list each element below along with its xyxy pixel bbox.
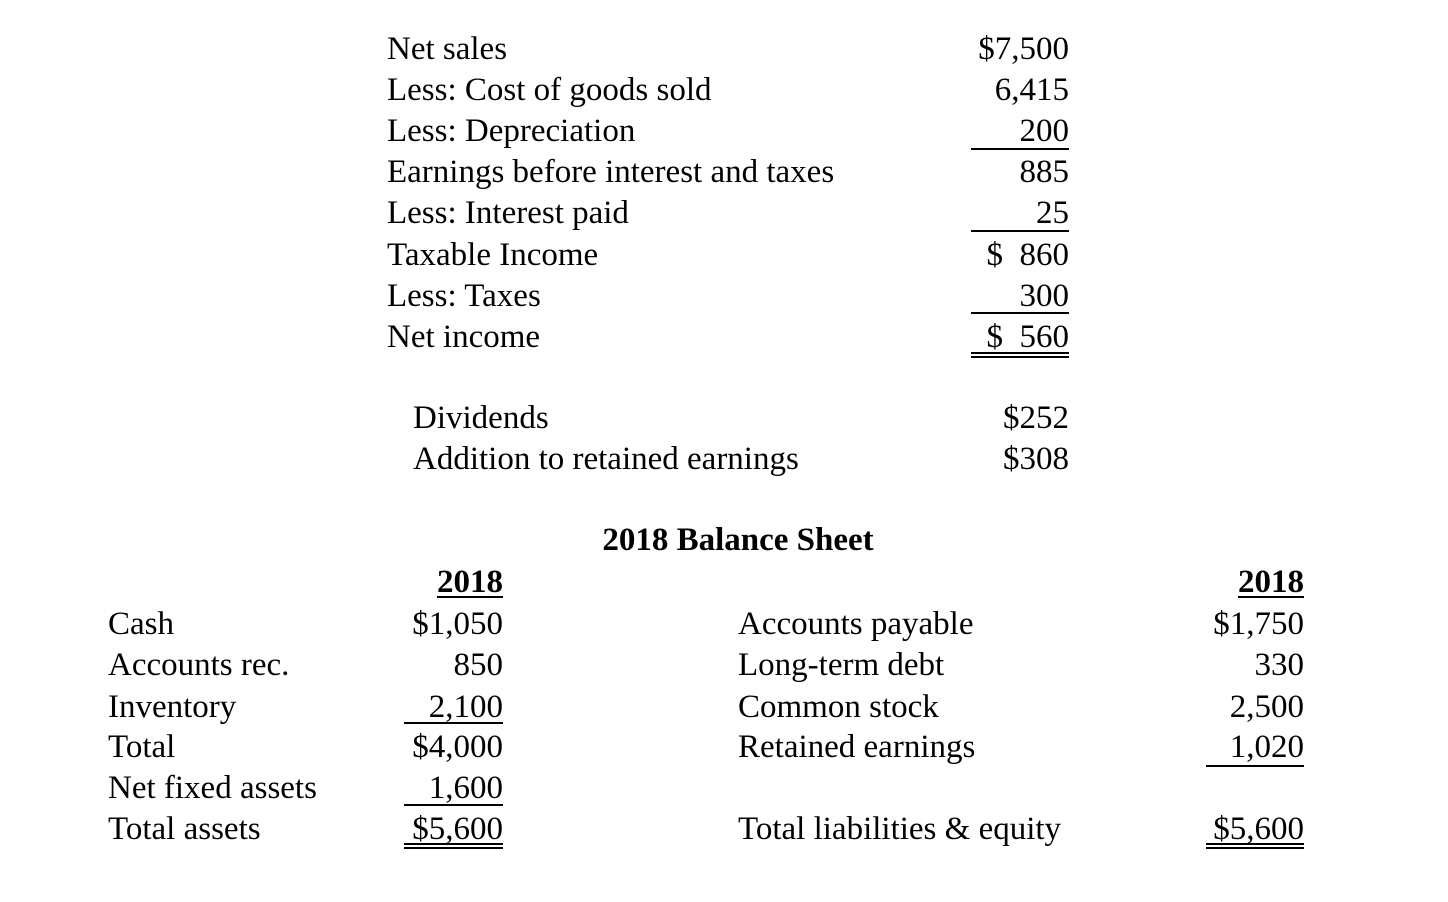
asset-label-total-assets: Total assets (108, 811, 261, 847)
liabilities-year-header: 2018 (1238, 564, 1304, 600)
asset-value-cash: $1,050 (412, 606, 503, 642)
is-value-interest: 25 (1036, 195, 1069, 231)
liab-value-common-stock: 2,500 (1229, 689, 1304, 725)
is-label-ebit: Earnings before interest and taxes (387, 154, 835, 190)
asset-label-accounts-rec: Accounts rec. (108, 647, 290, 683)
is-subtotal-rule (971, 230, 1069, 232)
balance-sheet-title: 2018 Balance Sheet (602, 522, 874, 558)
liab-total-double-rule (1206, 847, 1304, 849)
liab-value-accounts-payable: $1,750 (1213, 606, 1304, 642)
liab-label-long-term-debt: Long-term debt (738, 647, 945, 683)
asset-value-inventory: 2,100 (428, 689, 503, 725)
liab-subtotal-rule (1206, 765, 1304, 767)
is-value-ebit: 885 (1019, 154, 1069, 190)
is-total-double-rule (971, 352, 1069, 354)
is-label-taxes: Less: Taxes (387, 278, 541, 314)
dist-value-retained: $308 (1003, 441, 1069, 477)
is-value-cogs: 6,415 (994, 72, 1069, 108)
assets-total-double-rule (404, 847, 503, 849)
assets-subtotal-rule (404, 722, 503, 724)
liab-value-long-term-debt: 330 (1254, 647, 1304, 683)
is-label-net-income: Net income (387, 319, 541, 355)
is-label-taxable-income: Taxable Income (387, 237, 599, 273)
is-label-interest: Less: Interest paid (387, 195, 629, 231)
liab-value-retained-earnings: 1,020 (1229, 729, 1304, 765)
is-subtotal-rule (971, 312, 1069, 314)
asset-value-accounts-rec: 850 (453, 647, 503, 683)
liab-value-total: $5,600 (1213, 811, 1304, 847)
assets-year-header: 2018 (437, 564, 503, 600)
is-value-taxes: 300 (1019, 278, 1069, 314)
is-subtotal-rule (971, 148, 1069, 150)
is-value-net-sales: $7,500 (978, 31, 1069, 67)
dist-label-dividends: Dividends (413, 400, 549, 436)
liab-label-common-stock: Common stock (738, 689, 939, 725)
asset-value-total: $4,000 (412, 729, 503, 765)
asset-label-cash: Cash (108, 606, 174, 642)
is-label-cogs: Less: Cost of goods sold (387, 72, 712, 108)
is-total-double-rule (971, 356, 1069, 358)
is-value-net-income: $ 560 (986, 319, 1069, 355)
is-value-taxable-income: $ 860 (986, 237, 1069, 273)
asset-label-inventory: Inventory (108, 689, 237, 725)
liab-total-double-rule (1206, 843, 1304, 845)
assets-total-double-rule (404, 843, 503, 845)
liab-label-accounts-payable: Accounts payable (738, 606, 974, 642)
dist-value-dividends: $252 (1003, 400, 1069, 436)
assets-subtotal-rule (404, 804, 503, 806)
asset-value-net-fixed: 1,600 (428, 770, 503, 806)
liab-label-total: Total liabilities & equity (738, 811, 1062, 847)
asset-label-total: Total (108, 729, 176, 765)
liab-label-retained-earnings: Retained earnings (738, 729, 976, 765)
asset-value-total-assets: $5,600 (412, 811, 503, 847)
is-label-depreciation: Less: Depreciation (387, 113, 636, 149)
asset-label-net-fixed: Net fixed assets (108, 770, 317, 806)
is-value-depreciation: 200 (1019, 113, 1069, 149)
dist-label-retained: Addition to retained earnings (413, 441, 799, 477)
is-label-net-sales: Net sales (387, 31, 508, 67)
